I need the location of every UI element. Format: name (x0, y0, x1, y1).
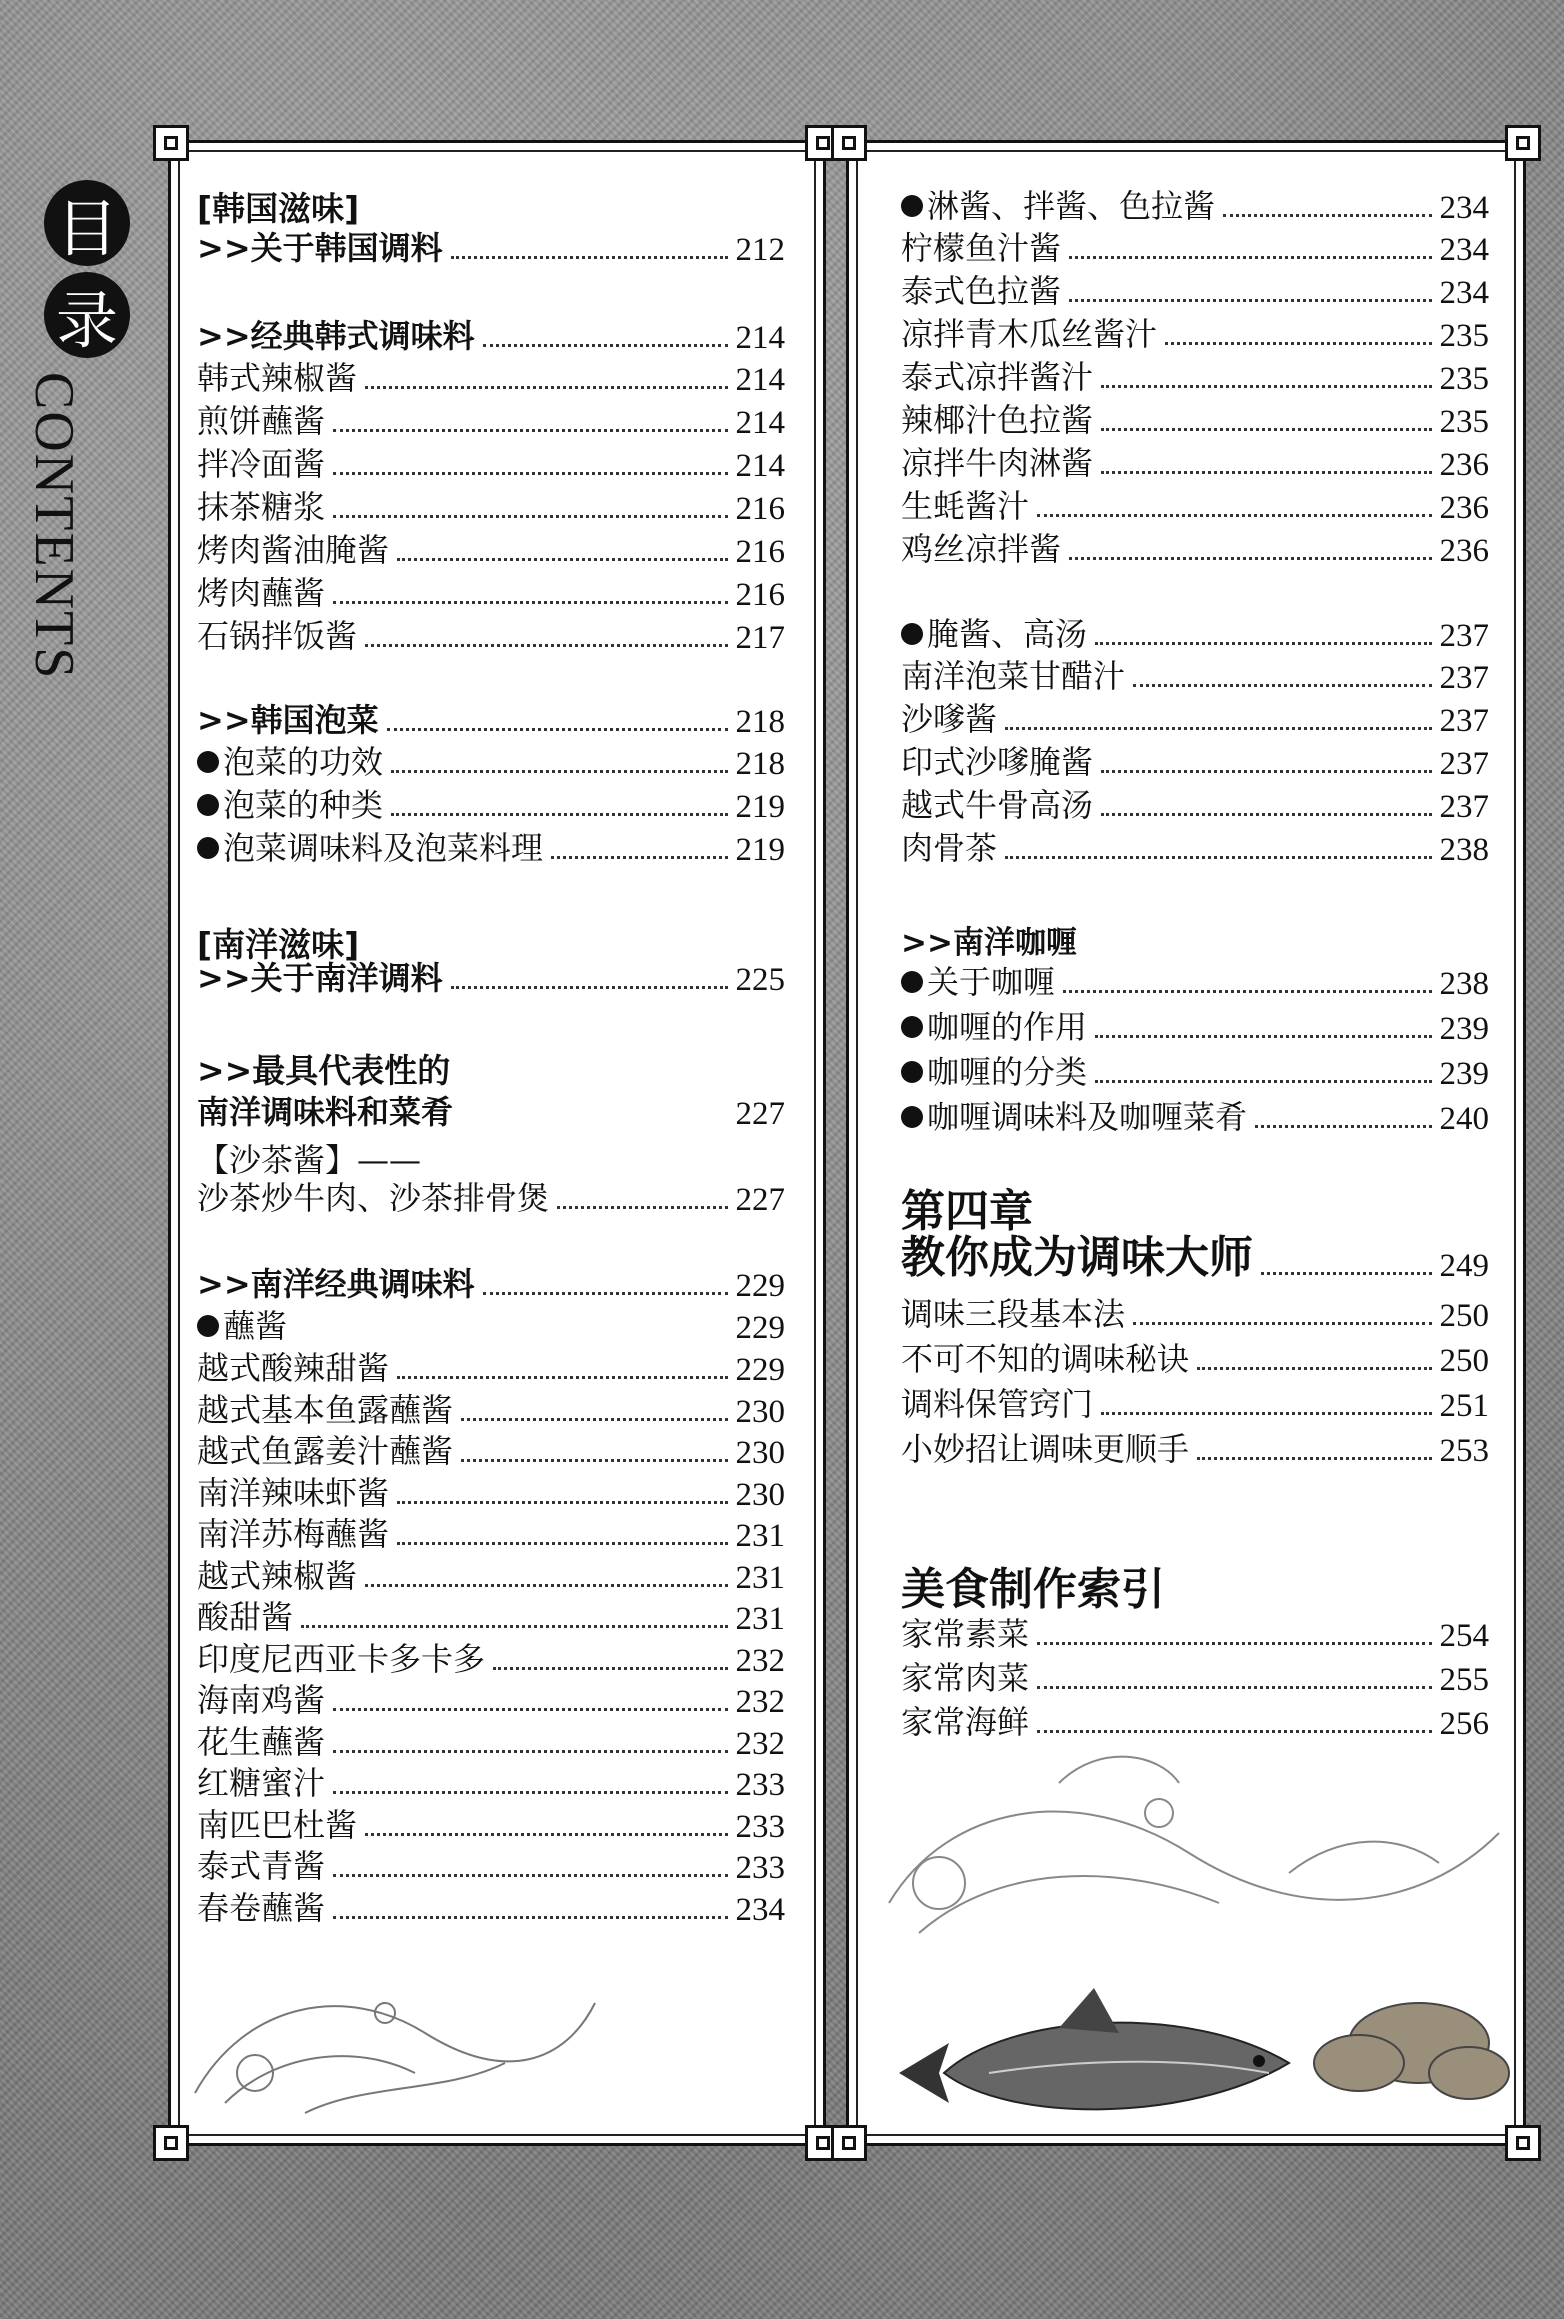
swirl-ornament-left (185, 1943, 605, 2123)
dot-leader (391, 813, 727, 816)
dot-leader (1095, 1080, 1431, 1083)
corner-ornament (153, 125, 189, 161)
toc-entry[interactable] (197, 784, 785, 826)
toc-entry-label: 南洋辣味虾酱 (197, 1473, 390, 1512)
toc-entry[interactable] (901, 1657, 1489, 1699)
dot-leader (397, 1501, 727, 1504)
dot-leader (333, 472, 727, 475)
toc-entry-label: 海南鸡酱 (197, 1681, 326, 1719)
toc-entry-label: 咖喱的作用 (927, 1008, 1088, 1046)
toc-entry[interactable] (197, 443, 785, 485)
corner-ornament (831, 125, 867, 161)
toc-entry[interactable] (901, 1428, 1489, 1470)
toc-entry[interactable]: 淋酱、拌酱、色拉酱 234 (901, 185, 1489, 227)
toc-entry[interactable] (901, 1006, 1489, 1048)
toc-entry-label: 越式鱼露姜汁蘸酱 (197, 1432, 454, 1470)
dot-leader (1069, 299, 1431, 302)
toc-entry-page: 237 (1439, 660, 1489, 696)
toc-entry-page: 237 (1439, 703, 1489, 739)
dot-leader (391, 770, 727, 773)
toc-entry-label: 家常肉菜 (901, 1659, 1030, 1697)
toc-entry[interactable] (901, 399, 1489, 441)
toc-entry-page: 238 (1439, 832, 1489, 868)
toc-entry-page: 229 (735, 1352, 785, 1388)
toc-entry-page: 250 (1439, 1298, 1489, 1334)
dot-leader (1101, 770, 1431, 773)
toc-entry[interactable] (901, 442, 1489, 484)
toc-entry-page: 236 (1439, 447, 1489, 483)
dot-leader (397, 1376, 727, 1379)
toc-entry[interactable] (901, 827, 1489, 869)
toc-entry[interactable] (197, 1845, 785, 1887)
nanyang-section-header: [南洋滋味] (197, 925, 360, 964)
dot-leader (461, 1459, 727, 1462)
toc-entry-page: 236 (1439, 533, 1489, 569)
contents-vertical-label: CONTENTS (23, 372, 85, 681)
toc-entry[interactable] (901, 485, 1489, 527)
toc-entry-page: 214 (735, 362, 785, 398)
toc-entry-page: 237 (1439, 746, 1489, 782)
toc-entry-label: 印式沙嗲腌酱 (901, 743, 1094, 781)
toc-entry[interactable] (901, 1613, 1489, 1655)
toc-entry[interactable] (197, 1389, 785, 1431)
dot-leader (397, 1542, 727, 1545)
toc-entry-label: 南洋泡菜甘醋汁 (901, 657, 1126, 695)
toc-entry-label: 辣椰汁色拉酱 (901, 401, 1094, 439)
toc-entry[interactable] (901, 270, 1489, 312)
dot-leader (1101, 428, 1431, 431)
toc-entry-page: 214 (735, 405, 785, 441)
title-char-mu: 目 (44, 180, 130, 266)
toc-entry[interactable] (901, 1293, 1489, 1335)
dot-leader (1037, 1686, 1431, 1689)
toc-entry-label: 生蚝酱汁 (901, 487, 1030, 525)
dot-leader (1037, 514, 1431, 517)
toc-entry-page: 219 (735, 789, 785, 825)
dot-leader (1069, 256, 1431, 259)
fish-icon (899, 1988, 1289, 2109)
toc-entry-page: 256 (1439, 1706, 1489, 1742)
toc-entry-label: 烤肉酱油腌酱 (197, 531, 390, 569)
toc-entry[interactable] (197, 400, 785, 442)
toc-entry-label: 越式基本鱼露蘸酱 (197, 1390, 454, 1429)
toc-entry[interactable] (197, 1347, 785, 1389)
dot-leader (333, 1708, 727, 1711)
toc-entry-label: 韩式辣椒酱 (197, 359, 358, 397)
toc-entry-label: 关于咖喱 (927, 963, 1056, 1001)
bullet-icon (197, 751, 219, 773)
toc-entry-label: 调味三段基本法 (901, 1295, 1126, 1333)
toc-entry-label: 家常海鲜 (901, 1703, 1030, 1741)
dot-leader (1255, 1125, 1431, 1128)
toc-entry-page: 217 (735, 620, 785, 656)
toc-entry[interactable]: >>关于南洋调料 225 (197, 959, 785, 998)
dot-leader (365, 1584, 727, 1587)
toc-entry[interactable]: >>韩国泡菜 218 (197, 701, 785, 740)
toc-entry[interactable] (901, 528, 1489, 570)
toc-entry-label: 抹茶糖浆 (197, 488, 326, 526)
toc-entry[interactable] (901, 1383, 1489, 1425)
fish-and-swirl-illustration (859, 1743, 1519, 2123)
toc-entry[interactable]: 南洋调味料和菜肴 227 (197, 1093, 785, 1132)
toc-entry[interactable]: 蘸酱 229 (197, 1305, 785, 1347)
dot-leader (333, 429, 727, 432)
toc-entry-label: 肉骨茶 (901, 829, 998, 867)
toc-entry-page: 232 (735, 1684, 785, 1720)
toc-entry-page: 216 (735, 577, 785, 613)
dot-leader (1069, 557, 1431, 560)
toc-entry-label: 泰式色拉酱 (901, 272, 1062, 310)
toc-entry-page: 214 (735, 448, 785, 484)
bullet-icon (901, 195, 923, 217)
toc-entry-page: 218 (735, 746, 785, 782)
dot-leader (1133, 684, 1431, 687)
toc-entry-label: 家常素菜 (901, 1615, 1030, 1653)
toc-entry[interactable] (901, 741, 1489, 783)
toc-entry-page: 250 (1439, 1343, 1489, 1379)
dot-leader (1101, 385, 1431, 388)
chapter4-title: 第四章 (901, 1186, 1033, 1237)
korea-section-header: [韩国滋味] (197, 189, 360, 228)
toc-entry-page: 238 (1439, 966, 1489, 1002)
toc-entry-label: 越式牛骨高汤 (901, 786, 1094, 824)
toc-entry[interactable]: 教你成为调味大师 249 (901, 1232, 1489, 1284)
dot-leader (1101, 471, 1431, 474)
dot-leader (333, 601, 727, 604)
toc-entry-label: 咖喱的分类 (927, 1053, 1088, 1091)
toc-entry-page: 234 (735, 1891, 785, 1928)
dot-leader (301, 1625, 727, 1628)
toc-entry-page: 235 (1439, 361, 1489, 397)
toc-entry-page: 230 (735, 1476, 785, 1513)
toc-entry[interactable] (197, 1555, 785, 1597)
toc-entry-label: 花生蘸酱 (197, 1722, 326, 1761)
toc-entry[interactable] (197, 486, 785, 528)
toc-entry[interactable] (901, 655, 1489, 697)
ginger-root-icon (1314, 2003, 1509, 2099)
toc-entry-page: 234 (1439, 275, 1489, 311)
toc-entry-label: 煎饼蘸酱 (197, 402, 326, 440)
toc-entry[interactable]: >>关于韩国调料 212 (197, 229, 785, 268)
left-toc-panel (168, 140, 826, 2146)
toc-entry-page: 251 (1439, 1388, 1489, 1424)
toc-entry-page: 216 (735, 491, 785, 527)
toc-entry[interactable]: >>南洋经典调味料 229 (197, 1265, 785, 1304)
toc-entry[interactable] (901, 313, 1489, 355)
toc-entry[interactable] (197, 741, 785, 783)
dot-leader (1133, 1322, 1431, 1325)
recipe-index-header: 美食制作索引 (901, 1564, 1165, 1615)
dot-leader (551, 856, 727, 859)
toc-entry-label: 泰式凉拌酱汁 (901, 358, 1094, 396)
toc-entry-page: 235 (1439, 404, 1489, 440)
bullet-icon (197, 794, 219, 816)
toc-entry[interactable] (197, 1638, 785, 1680)
dot-leader (333, 1874, 727, 1877)
toc-entry-page: 219 (735, 832, 785, 868)
toc-entry[interactable] (197, 357, 785, 399)
dot-leader (397, 558, 727, 561)
right-toc-panel (846, 140, 1526, 2146)
dot-leader (493, 1667, 727, 1670)
toc-entry[interactable] (901, 961, 1489, 1003)
toc-entry[interactable] (197, 572, 785, 614)
toc-entry-page: 239 (1439, 1056, 1489, 1092)
toc-entry-page: 230 (735, 1393, 785, 1430)
toc-entry[interactable] (197, 1472, 785, 1514)
dot-leader (1005, 856, 1431, 859)
toc-entry-page: 253 (1439, 1433, 1489, 1469)
toc-entry-label: 柠檬鱼汁酱 (901, 229, 1062, 267)
curry-section-header: >>南洋咖喱 (901, 925, 1077, 961)
dot-leader (1197, 1457, 1431, 1460)
toc-entry[interactable]: 沙茶炒牛肉、沙茶排骨煲 227 (197, 1179, 785, 1218)
toc-entry-page: 230 (735, 1435, 785, 1471)
toc-entry-label: 越式酸辣甜酱 (197, 1349, 390, 1387)
toc-entry[interactable] (197, 1513, 785, 1555)
toc-entry[interactable] (197, 529, 785, 571)
toc-entry-label: 南洋苏梅蘸酱 (197, 1515, 390, 1553)
dot-leader (333, 515, 727, 518)
toc-entry[interactable] (901, 784, 1489, 826)
toc-entry-label: 越式辣椒酱 (197, 1556, 358, 1595)
corner-ornament (1505, 125, 1541, 161)
title-char-lu: 录 (44, 272, 130, 358)
toc-entry-page: 231 (735, 1559, 785, 1596)
side-title (44, 180, 140, 364)
dot-leader (1101, 813, 1431, 816)
dot-leader (333, 1791, 727, 1794)
toc-entry-page: 231 (735, 1601, 785, 1637)
toc-entry-page: 231 (735, 1518, 785, 1554)
bullet-icon (901, 1106, 923, 1128)
bullet-icon (901, 1061, 923, 1083)
toc-entry[interactable] (901, 698, 1489, 740)
dot-leader (1005, 727, 1431, 730)
dot-leader (461, 1418, 727, 1421)
toc-entry-label: 小妙招让调味更顺手 (901, 1430, 1190, 1468)
toc-entry-page: 237 (1439, 789, 1489, 825)
toc-entry-label: 调料保管窍门 (901, 1385, 1094, 1423)
toc-entry-page: 240 (1439, 1101, 1489, 1137)
toc-entry-page: 239 (1439, 1011, 1489, 1047)
dot-leader (365, 1833, 727, 1836)
toc-entry-page: 232 (735, 1725, 785, 1762)
toc-entry[interactable] (901, 1096, 1489, 1138)
toc-entry-label: 泡菜的种类 (223, 786, 384, 824)
toc-entry-label: 沙嗲酱 (901, 700, 998, 738)
toc-entry-label: 春卷蘸酱 (197, 1888, 326, 1927)
dot-leader (365, 644, 727, 647)
toc-entry-page: 255 (1439, 1662, 1489, 1698)
bullet-icon (197, 1315, 219, 1337)
dot-leader (365, 386, 727, 389)
toc-entry-label: 泡菜的功效 (223, 743, 384, 781)
toc-entry[interactable] (197, 1679, 785, 1721)
bullet-icon (901, 971, 923, 993)
toc-entry-label: 凉拌牛肉淋酱 (901, 444, 1094, 482)
toc-entry[interactable] (197, 1721, 785, 1763)
toc-entry[interactable] (197, 1596, 785, 1638)
dot-leader (1037, 1642, 1431, 1645)
toc-entry[interactable] (901, 1701, 1489, 1743)
toc-entry[interactable]: 腌酱、高汤 237 (901, 613, 1489, 655)
toc-entry[interactable] (901, 356, 1489, 398)
toc-entry-label: 不可不知的调味秘诀 (901, 1340, 1190, 1378)
toc-entry[interactable] (901, 1051, 1489, 1093)
toc-entry-label: 南匹巴杜酱 (197, 1805, 358, 1844)
dot-leader (333, 1916, 727, 1919)
dot-leader (1101, 1412, 1431, 1415)
toc-entry[interactable] (197, 827, 785, 869)
toc-entry-page: 216 (735, 534, 785, 570)
toc-entry[interactable] (197, 1804, 785, 1846)
toc-entry[interactable] (197, 1430, 785, 1472)
toc-entry-label: 红糖蜜汁 (197, 1764, 326, 1802)
toc-entry-page: 234 (1439, 232, 1489, 268)
toc-entry-page: 235 (1439, 318, 1489, 354)
toc-entry[interactable]: >>经典韩式调味料 214 (197, 317, 785, 356)
toc-entry[interactable] (197, 615, 785, 657)
toc-entry[interactable] (197, 1762, 785, 1804)
toc-entry[interactable] (197, 1887, 785, 1929)
toc-entry-page: 254 (1439, 1618, 1489, 1654)
toc-entry-page: 232 (735, 1642, 785, 1679)
toc-entry-page: 233 (735, 1767, 785, 1803)
toc-entry-page: 233 (735, 1808, 785, 1845)
shacha-title: 【沙茶酱】—— (197, 1141, 422, 1179)
bullet-icon (197, 837, 219, 859)
toc-entry-label: 凉拌青木瓜丝酱汁 (901, 315, 1158, 353)
toc-entry-label: 烤肉蘸酱 (197, 574, 326, 612)
toc-entry-label: 印度尼西亚卡多卡多 (197, 1639, 486, 1678)
dot-leader (1095, 1035, 1431, 1038)
toc-entry[interactable] (901, 227, 1489, 269)
dot-leader (1037, 1730, 1431, 1733)
toc-entry-label: 拌冷面酱 (197, 445, 326, 483)
toc-entry-page: 236 (1439, 490, 1489, 526)
corner-ornament (831, 2125, 867, 2161)
bullet-icon (901, 1016, 923, 1038)
dot-leader (333, 1750, 727, 1753)
toc-entry-label: 咖喱调味料及咖喱菜肴 (927, 1098, 1248, 1136)
toc-entry-label: 石锅拌饭酱 (197, 617, 358, 655)
toc-entry-label: 泰式青酱 (197, 1847, 326, 1885)
toc-entry-label: 鸡丝凉拌酱 (901, 530, 1062, 568)
toc-entry-label: 泡菜调味料及泡菜料理 (223, 829, 544, 867)
corner-ornament (1505, 2125, 1541, 2161)
bullet-icon (901, 623, 923, 645)
dot-leader (1197, 1367, 1431, 1370)
corner-ornament (153, 2125, 189, 2161)
toc-entry-page: 233 (735, 1850, 785, 1886)
toc-entry-label: 酸甜酱 (197, 1598, 294, 1636)
toc-entry[interactable] (901, 1338, 1489, 1380)
representative-header-line1: >>最具代表性的 (197, 1051, 451, 1090)
dot-leader (1165, 342, 1431, 345)
dot-leader (1063, 990, 1431, 993)
